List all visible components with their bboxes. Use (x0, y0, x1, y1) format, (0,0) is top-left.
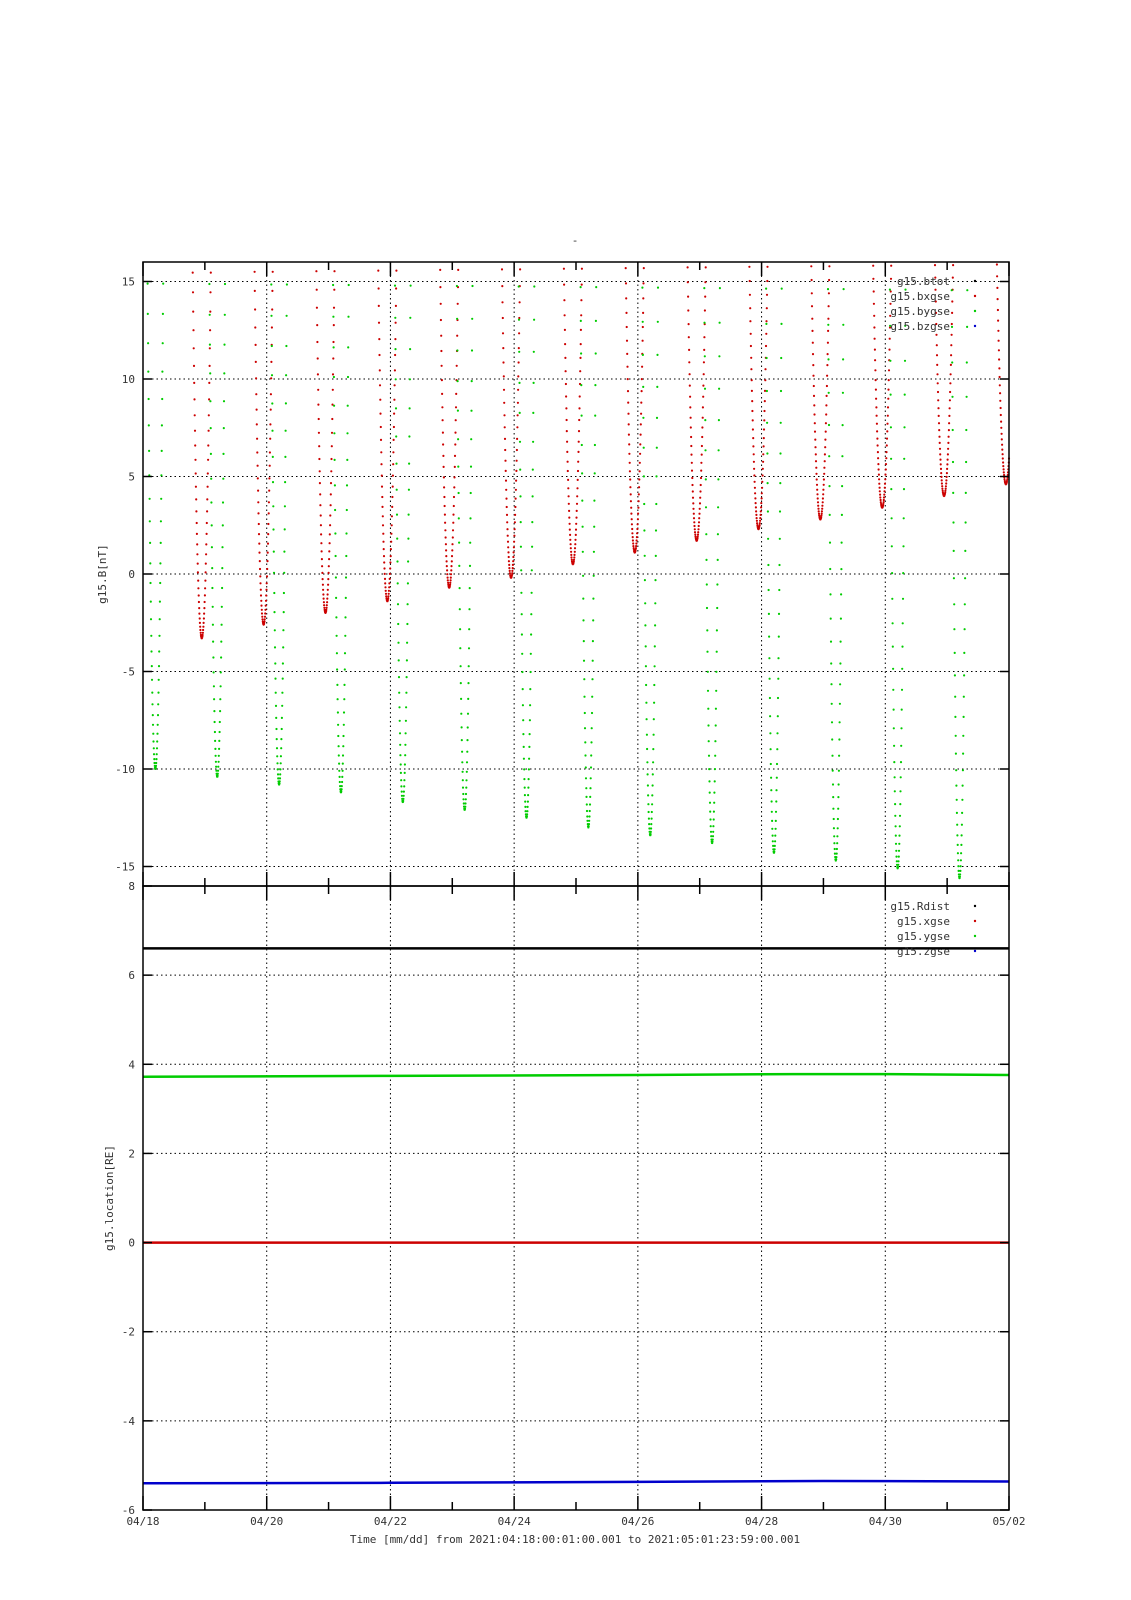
x-tick-label: 04/30 (868, 1515, 902, 1528)
y-tick-labels-magnetic-field (115, 276, 135, 874)
x-axis-label: Time [mm/dd] from 2021:04:18:00:01:00.001 to 2021:05:01:23:59:00.001 (349, 1533, 801, 1546)
legend-label: g15.bygse (890, 305, 950, 318)
y-tick-labels-location (122, 880, 136, 1517)
grid-location (143, 886, 1009, 1510)
legend-marker (974, 295, 976, 297)
y-axis-label-magnetic-field: g15.B[nT] (96, 544, 109, 604)
y-tick-label: 6 (128, 969, 135, 983)
legend-magnetic-field (890, 275, 976, 333)
x-tick-labels (126, 1515, 1025, 1528)
ticks-location (143, 886, 1009, 1510)
legend-marker (974, 325, 976, 327)
x-tick-label: 04/18 (126, 1515, 160, 1528)
y-tick-label: -4 (121, 1414, 135, 1428)
y-tick-label: 10 (121, 373, 135, 386)
y-tick-label: -5 (121, 665, 135, 679)
legend-marker (974, 310, 976, 312)
grid-magnetic-field (143, 262, 1009, 886)
series-layer-magnetic-field (148, 265, 1009, 879)
figure-title: - (571, 234, 579, 247)
y-tick-label: -6 (121, 1504, 135, 1517)
x-tick-label: 05/02 (992, 1515, 1026, 1528)
y-axis-label-location: g15.location[RE] (103, 1145, 116, 1251)
series-g15-ygse (143, 1074, 1009, 1077)
y-tick-label: -10 (115, 763, 135, 776)
series-g15-bxgse (193, 265, 1009, 639)
x-tick-label: 04/28 (745, 1515, 779, 1528)
x-tick-label: 04/26 (621, 1515, 655, 1528)
y-tick-label: 5 (128, 470, 135, 484)
y-tick-label: 4 (128, 1058, 135, 1072)
legend-label: g15.xgse (897, 915, 950, 928)
frame-location (143, 886, 1009, 1510)
panel-magnetic-field (96, 262, 1009, 886)
y-tick-label: 0 (128, 1236, 135, 1250)
x-tick-label: 04/22 (373, 1515, 407, 1528)
legend-label: g15.ygse (897, 930, 950, 943)
legend-label: g15.bzgse (890, 320, 950, 333)
legend-marker (974, 905, 976, 907)
legend-marker (974, 280, 976, 282)
series-g15-bygse (148, 284, 968, 879)
legend-label: g15.bxgse (890, 290, 950, 303)
x-tick-label: 04/24 (497, 1515, 531, 1528)
legend-label: g15.Rdist (890, 900, 950, 913)
y-tick-label: 8 (128, 880, 135, 893)
y-tick-label: -2 (121, 1325, 135, 1339)
legend-marker (974, 920, 976, 922)
panel-location (103, 880, 1009, 1517)
legend-marker (974, 950, 976, 952)
x-tick-label: 04/20 (250, 1515, 284, 1528)
y-tick-label: 0 (128, 568, 135, 581)
y-tick-label: 2 (128, 1147, 135, 1161)
series-g15-zgse (143, 1481, 1009, 1483)
y-tick-label: -15 (115, 860, 135, 874)
y-tick-label: 15 (121, 275, 135, 289)
legend-label: g15.zgse (897, 945, 950, 958)
legend-label: g15.btot (897, 275, 950, 288)
series-layer-location (143, 948, 1009, 1483)
legend-marker (974, 935, 976, 937)
